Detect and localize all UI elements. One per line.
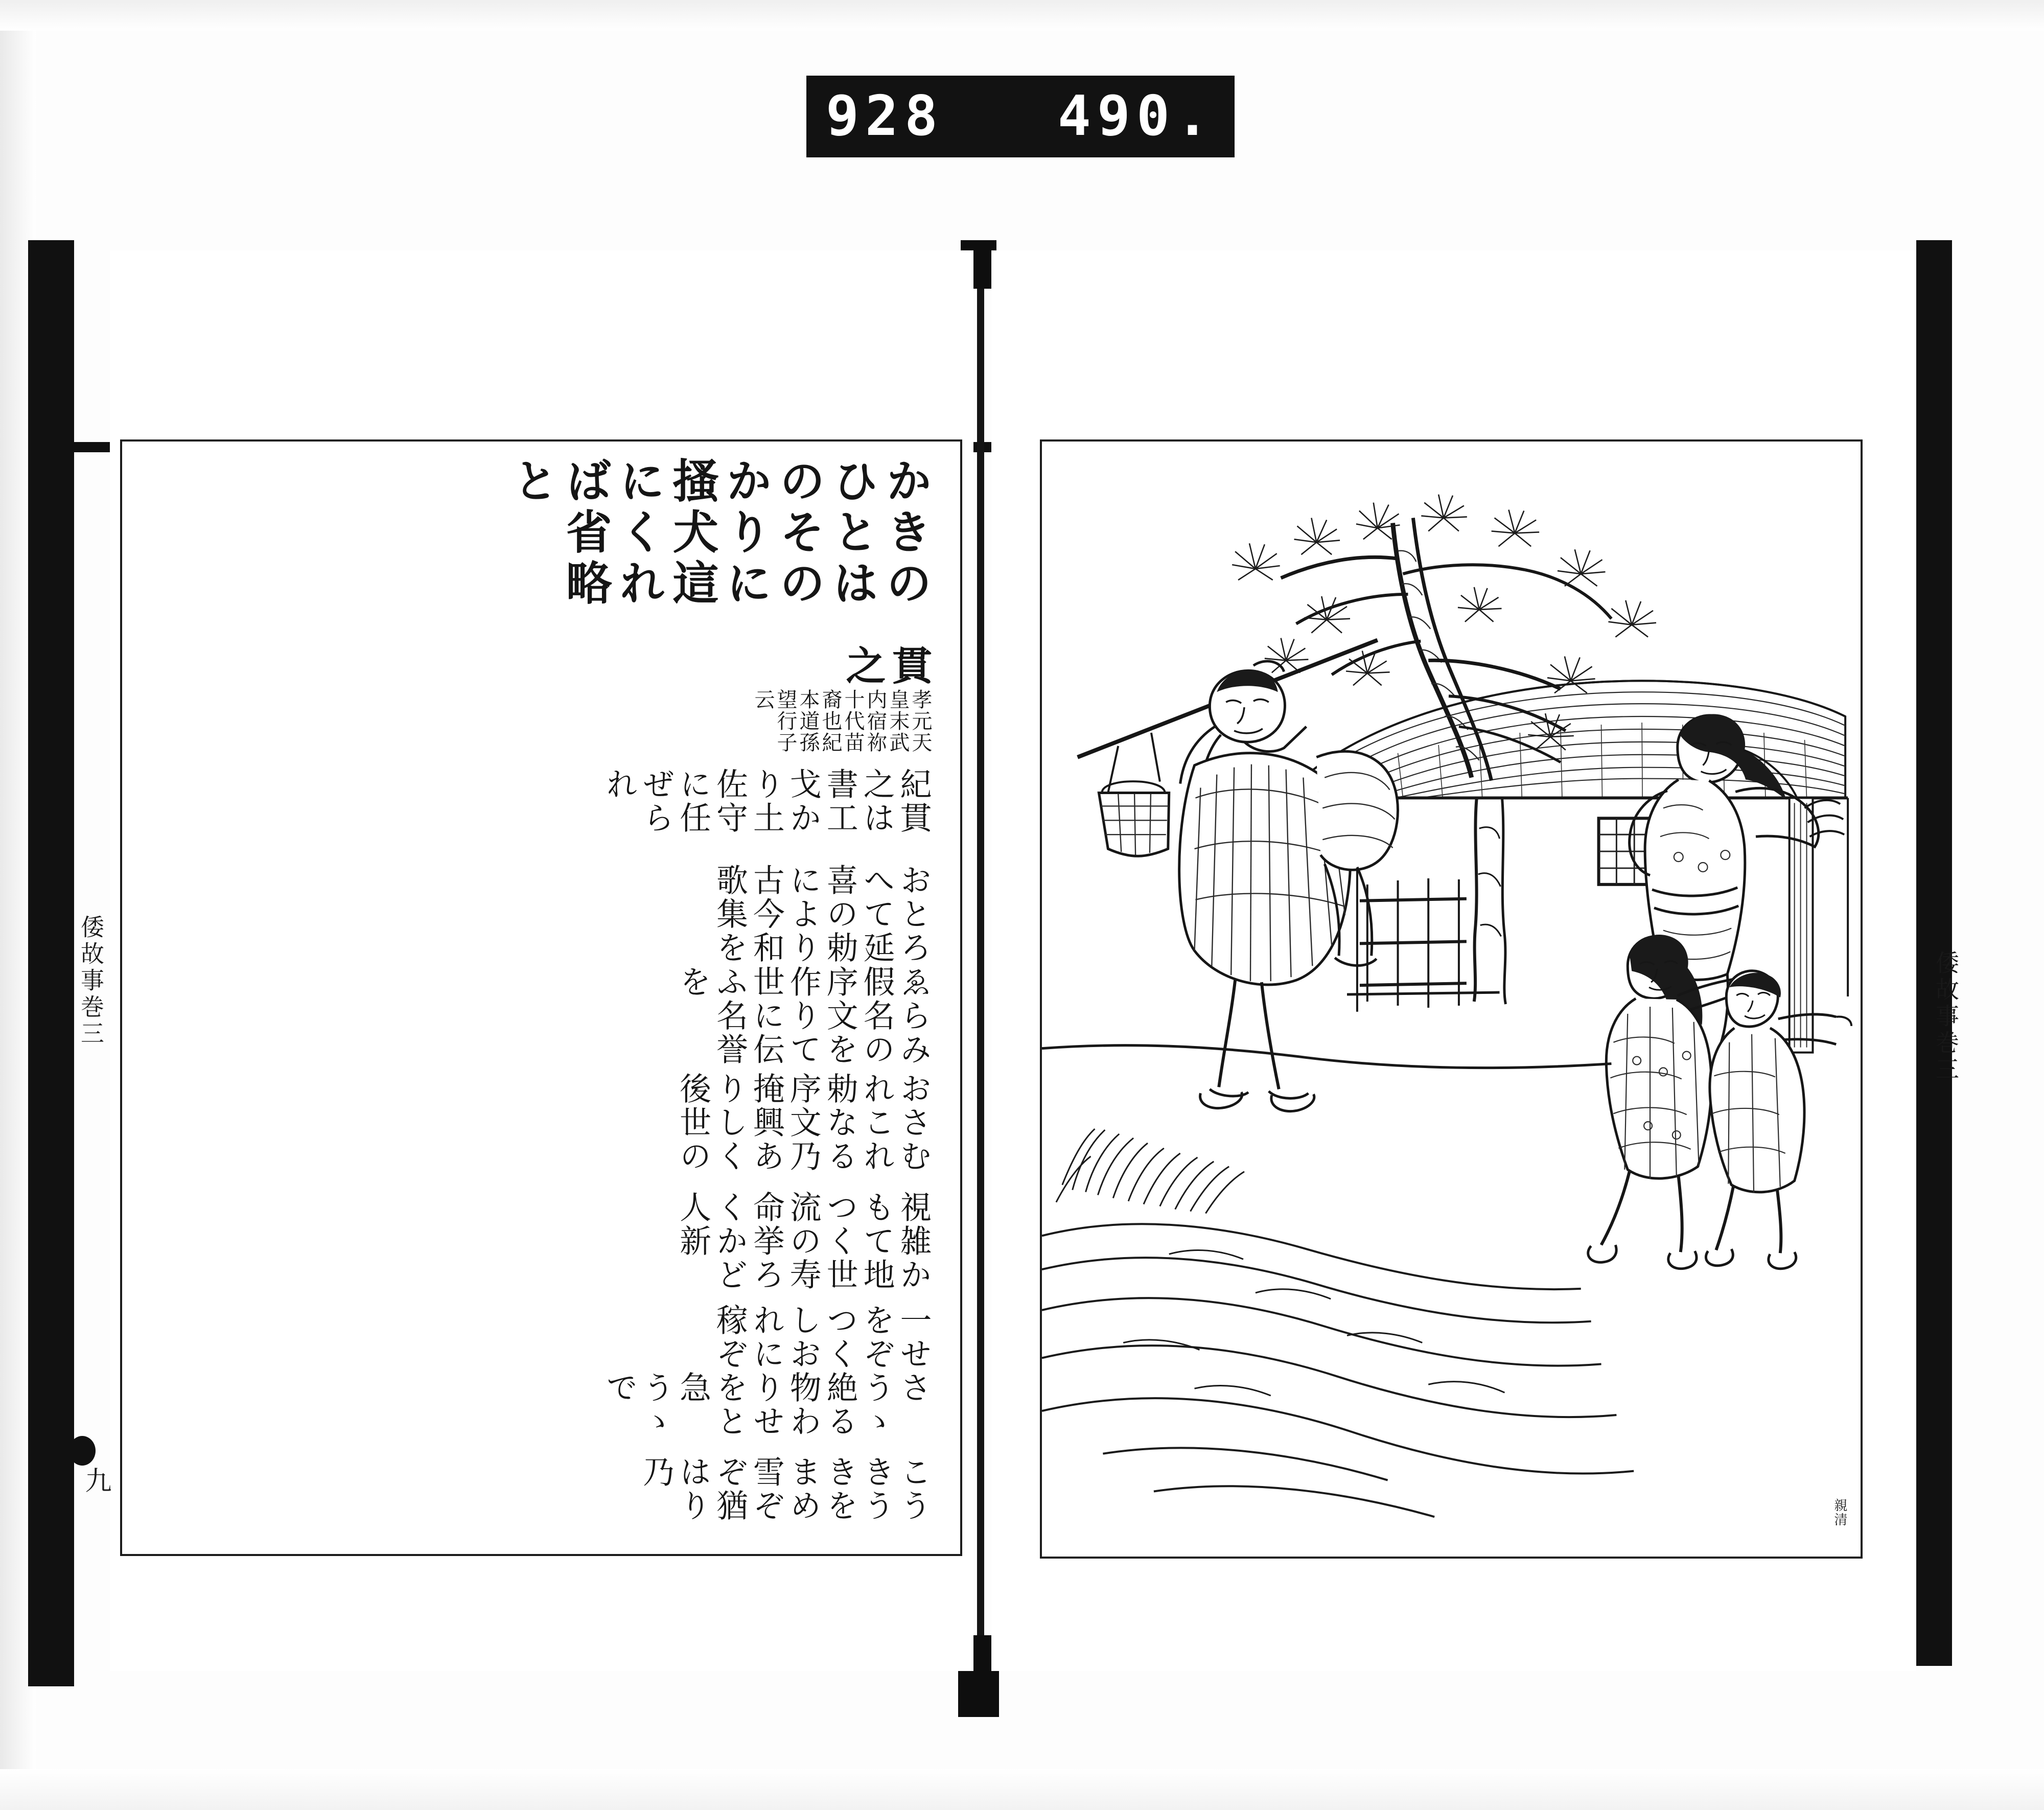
book-board-left	[28, 240, 74, 1686]
binding-clasp-left	[69, 1436, 96, 1466]
text-leaf	[110, 250, 973, 1671]
woodblock-illustration	[1042, 442, 1861, 1557]
entry-annotation: 孝元天皇末武内宿祢十代苗裔也紀本道孫望行子云	[751, 688, 932, 753]
margin-label-left: 倭故事巻三	[77, 915, 105, 1048]
entry-name: 貫之	[839, 644, 932, 689]
illustration-leaf	[991, 250, 1916, 1671]
illustration-frame	[1040, 439, 1863, 1559]
text-column-6: 一せをぞつくしおれに稼ぞ	[711, 1303, 932, 1371]
text-column-7: さうゝ絶る物わりせをと急うゝで	[600, 1371, 932, 1438]
frame-counter-left: 928	[826, 84, 944, 148]
scan-edge-bottom	[0, 1769, 2044, 1810]
text-column-4: おさむれこれ勅なる序文乃掩興ありしく後世の	[674, 1072, 932, 1174]
text-column-3: ゑらみ假名の序文を作りて世に伝ふ名誉を	[674, 965, 932, 1066]
book-gutter	[977, 240, 984, 1686]
margin-label-right: 倭故事巻三	[1932, 950, 1960, 1083]
artist-seal: 親清	[1832, 1498, 1847, 1527]
text-columns	[153, 457, 935, 1540]
text-column-8: こうきうきをまめ雪ぞぞ猶はり乃	[637, 1455, 932, 1523]
book-spread	[20, 210, 1993, 1707]
text-column-5: 視雑かもて地つく世流の寿命挙ろくかど人新	[674, 1190, 932, 1292]
text-column-2: おとろへて延喜の勅により古今和歌集を	[711, 863, 932, 965]
scan-edge-top	[0, 0, 2044, 31]
frame-counter-right: 490.	[1057, 84, 1215, 148]
folio-number: 九	[80, 1467, 111, 1493]
microfilm-frame-counter	[806, 76, 1235, 157]
text-frame	[120, 439, 962, 1556]
text-column-1: 紀貫之は書工戈かり土佐守に任ぜられ	[600, 768, 932, 836]
text-heading: かきのひとはのそのかりに搔犬這にくれば省略と	[504, 457, 932, 610]
